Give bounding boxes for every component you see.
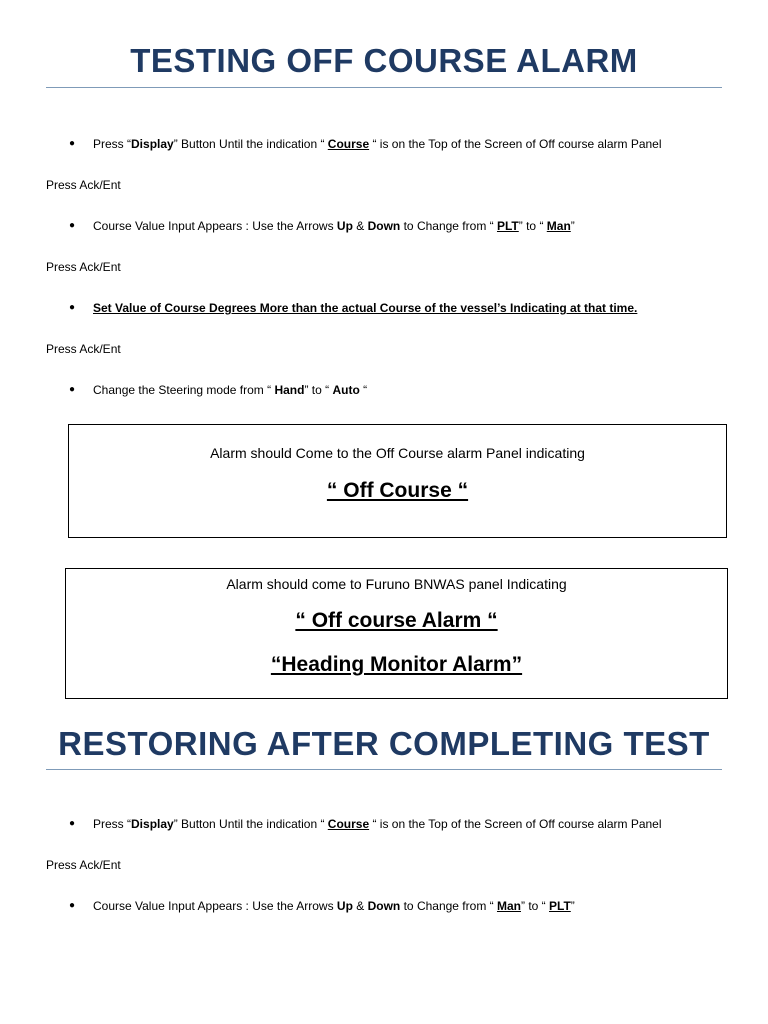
section-title-testing: TESTING OFF COURSE ALARM — [130, 42, 638, 79]
section-title-restoring: RESTORING AFTER COMPLETING TEST — [58, 725, 710, 762]
box-alarm-message: “ Off course Alarm “ — [295, 609, 498, 632]
bullet-icon: ● — [69, 818, 76, 829]
bullet-icon: ● — [69, 900, 76, 911]
title-divider — [46, 769, 722, 770]
off-course-panel-box — [68, 424, 727, 538]
press-ack-text: Press Ack/Ent — [46, 178, 121, 192]
box-intro-text: Alarm should come to Furuno BNWAS panel Indicating — [226, 576, 567, 592]
bullet-icon: ● — [69, 138, 76, 149]
press-ack-text: Press Ack/Ent — [46, 858, 121, 872]
bullet-icon: ● — [69, 384, 76, 395]
press-ack-text: Press Ack/Ent — [46, 342, 121, 356]
press-ack-text: Press Ack/Ent — [46, 260, 121, 274]
bullet-icon: ● — [69, 220, 76, 231]
bullet-icon: ● — [69, 302, 76, 313]
box-alarm-message: “Heading Monitor Alarm” — [270, 653, 523, 676]
step-text: Press “Display” Button Until the indication “ Course “ is on the Top of the Screen of Off course alarm Panel — [93, 137, 662, 151]
box-intro-text: Alarm should Come to the Off Course alarm Panel indicating — [210, 445, 585, 461]
step-text: Course Value Input Appears : Use the Arrows Up & Down to Change from “ PLT” to “ Man” — [93, 219, 575, 233]
box-alarm-message: “ Off Course “ — [326, 479, 469, 502]
step-text: Change the Steering mode from “ Hand” to “ Auto “ — [93, 383, 368, 397]
step-text: Set Value of Course Degrees More than the actual Course of the vessel’s Indicating at that time. — [93, 301, 638, 315]
step-text: Course Value Input Appears : Use the Arrows Up & Down to Change from “ Man” to “ PLT” — [93, 899, 575, 913]
bnwas-panel-box — [65, 568, 728, 699]
title-divider — [46, 87, 722, 88]
step-text: Press “Display” Button Until the indication “ Course “ is on the Top of the Screen of Off course alarm Panel — [93, 817, 662, 831]
